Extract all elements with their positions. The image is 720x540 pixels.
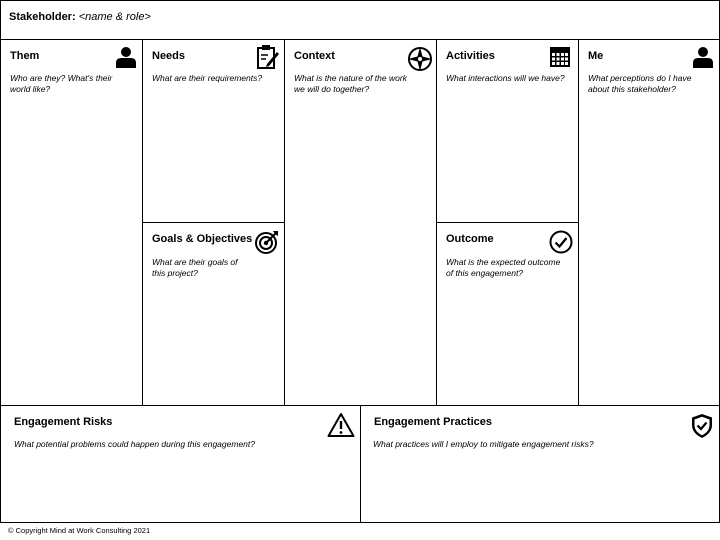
section-question: What practices will I employ to mitigate engagement risks? (373, 439, 594, 449)
section-goals (142, 222, 285, 406)
section-title: Engagement Practices (374, 416, 492, 428)
stakeholder-header (0, 0, 720, 40)
compass-icon (407, 46, 433, 72)
section-title: Engagement Risks (14, 416, 113, 428)
section-question: What is the expected outcome of this engagement? (446, 257, 561, 278)
copyright-text: © Copyright Mind at Work Consulting 2021 (8, 526, 151, 535)
section-them (0, 39, 143, 406)
section-question: What potential problems could happen during this engagement? (14, 439, 255, 449)
section-title: Needs (152, 50, 186, 62)
section-context (284, 39, 437, 406)
shield-check-icon (690, 413, 714, 439)
person-icon (692, 46, 714, 68)
section-engagement-practices (360, 405, 720, 523)
section-question: What interactions will we have? (446, 73, 565, 83)
target-icon (254, 229, 280, 255)
section-question: What perceptions do I have about this stakeholder? (588, 73, 692, 94)
section-title: Me (588, 50, 604, 62)
section-engagement-risks (0, 405, 361, 523)
section-needs (142, 39, 285, 223)
section-question: What are their requirements? (152, 73, 263, 83)
section-question: Who are they? What's their world like? (10, 73, 113, 94)
clipboard-edit-icon (256, 44, 280, 70)
section-activities (436, 39, 579, 223)
section-outcome (436, 222, 579, 406)
header-title (9, 11, 151, 23)
section-me (578, 39, 720, 406)
section-title: Outcome (446, 233, 494, 245)
person-icon (115, 46, 137, 68)
section-title: Context (294, 50, 335, 62)
stakeholder-placeholder: <name & role> (78, 11, 151, 23)
check-circle-icon (549, 230, 573, 254)
section-question: What is the nature of the work we will do together? (294, 73, 407, 94)
section-title: Goals & Objectives (152, 233, 253, 245)
calendar-icon (549, 46, 571, 68)
warning-icon (327, 412, 355, 438)
section-question: What are their goals of this project? (152, 257, 238, 278)
section-title: Them (10, 50, 40, 62)
section-title: Activities (446, 50, 495, 62)
stakeholder-label: Stakeholder: (9, 11, 76, 23)
